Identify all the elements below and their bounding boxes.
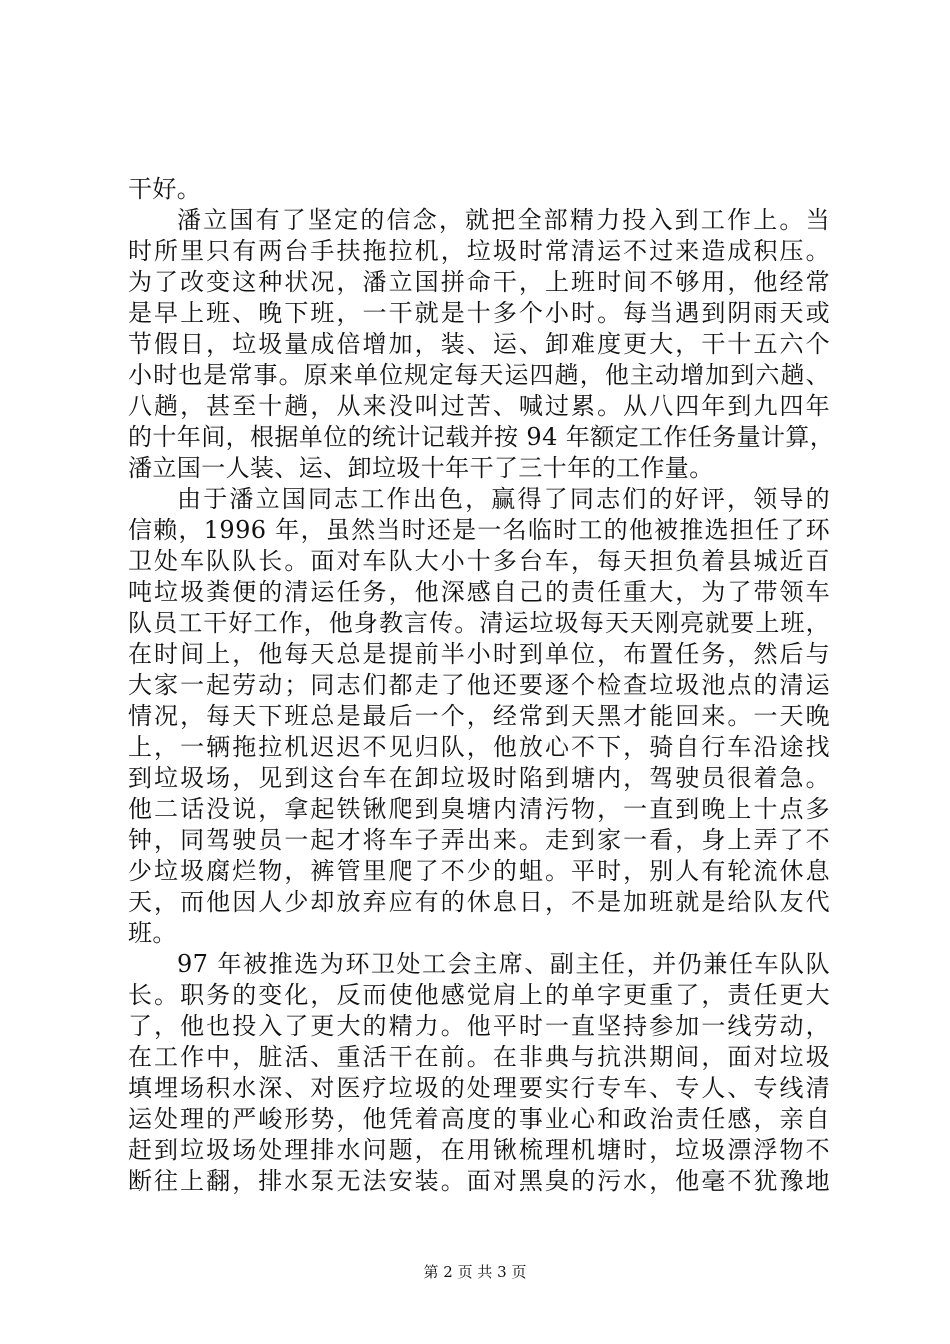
text-line: 时所里只有两台手扶拖拉机，垃圾时常清运不过来造成积压。	[128, 237, 830, 265]
text-line: 是早上班、晚下班，一干就是十多个小时。每当遇到阴雨天或	[128, 299, 830, 327]
text-line: 在时间上，他每天总是提前半小时到单位，布置任务，然后与	[128, 640, 830, 668]
page-footer: 第 2 页 共 3 页	[423, 1263, 527, 1281]
text-line: 运处理的严峻形势，他凭着高度的事业心和政治责任感，亲自	[128, 1105, 830, 1133]
text-line: 少垃圾腐烂物，裤管里爬了不少的蛆。平时，别人有轮流休息	[128, 857, 830, 885]
text-line: 97 年被推选为环卫处工会主席、副主任，并仍兼任车队队	[177, 950, 830, 978]
text-line: 小时也是常事。原来单位规定每天运四趟，他主动增加到六趟、	[128, 361, 830, 389]
text-line: 长。职务的变化，反而使他感觉肩上的单字更重了，责任更大	[128, 981, 830, 1009]
body-text	[128, 174, 835, 1197]
text-line: 赶到垃圾场处理排水问题，在用锹梳理机塘时，垃圾漂浮物不	[128, 1136, 830, 1164]
text-line: 八趟，甚至十趟，从来没叫过苦、喊过累。从八四年到九四年	[128, 392, 830, 420]
text-line: 到垃圾场，见到这台车在卸垃圾时陷到塘内，驾驶员很着急。	[128, 764, 830, 792]
text-line: 班。	[128, 919, 177, 947]
text-line: 上，一辆拖拉机迟迟不见归队，他放心不下，骑自行车沿途找	[128, 733, 830, 761]
text-line: 天，而他因人少却放弃应有的休息日，不是加班就是给队友代	[128, 888, 830, 916]
text-line: 断往上翻，排水泵无法安装。面对黑臭的污水，他毫不犹豫地	[128, 1167, 830, 1195]
text-line: 节假日，垃圾量成倍增加，装、运、卸难度更大，干十五六个	[128, 330, 830, 358]
text-line: 队员工干好工作，他身教言传。清运垃圾每天天刚亮就要上班，	[128, 609, 830, 637]
text-line: 信赖，1996 年，虽然当时还是一名临时工的他被推选担任了环	[128, 516, 830, 544]
text-line: 为了改变这种状况，潘立国拼命干，上班时间不够用，他经常	[128, 268, 830, 296]
text-line: 了，他也投入了更大的精力。他平时一直坚持参加一线劳动，	[128, 1012, 830, 1040]
text-line: 填埋场积水深、对医疗垃圾的处理要实行专车、专人、专线清	[128, 1074, 830, 1102]
text-line: 由于潘立国同志工作出色，赢得了同志们的好评，领导的	[177, 485, 830, 513]
text-line: 干好。	[128, 175, 202, 203]
text-line: 在工作中，脏活、重活干在前。在非典与抗洪期间，面对垃圾	[128, 1043, 830, 1071]
text-line: 钟，同驾驶员一起才将车子弄出来。走到家一看，身上弄了不	[128, 826, 830, 854]
text-line: 情况，每天下班总是最后一个，经常到天黑才能回来。一天晚	[128, 702, 830, 730]
text-line: 卫处车队队长。面对车队大小十多台车，每天担负着县城近百	[128, 547, 830, 575]
text-line: 潘立国一人装、运、卸垃圾十年干了三十年的工作量。	[128, 454, 714, 482]
text-line: 他二话没说，拿起铁锹爬到臭塘内清污物，一直到晚上十点多	[128, 795, 830, 823]
text-line: 潘立国有了坚定的信念，就把全部精力投入到工作上。当	[177, 206, 830, 234]
text-line: 的十年间，根据单位的统计记载并按 94 年额定工作任务量计算，	[128, 423, 835, 451]
text-line: 大家一起劳动；同志们都走了他还要逐个检查垃圾池点的清运	[128, 671, 830, 699]
text-line: 吨垃圾粪便的清运任务，他深感自己的责任重大，为了带领车	[128, 578, 830, 606]
